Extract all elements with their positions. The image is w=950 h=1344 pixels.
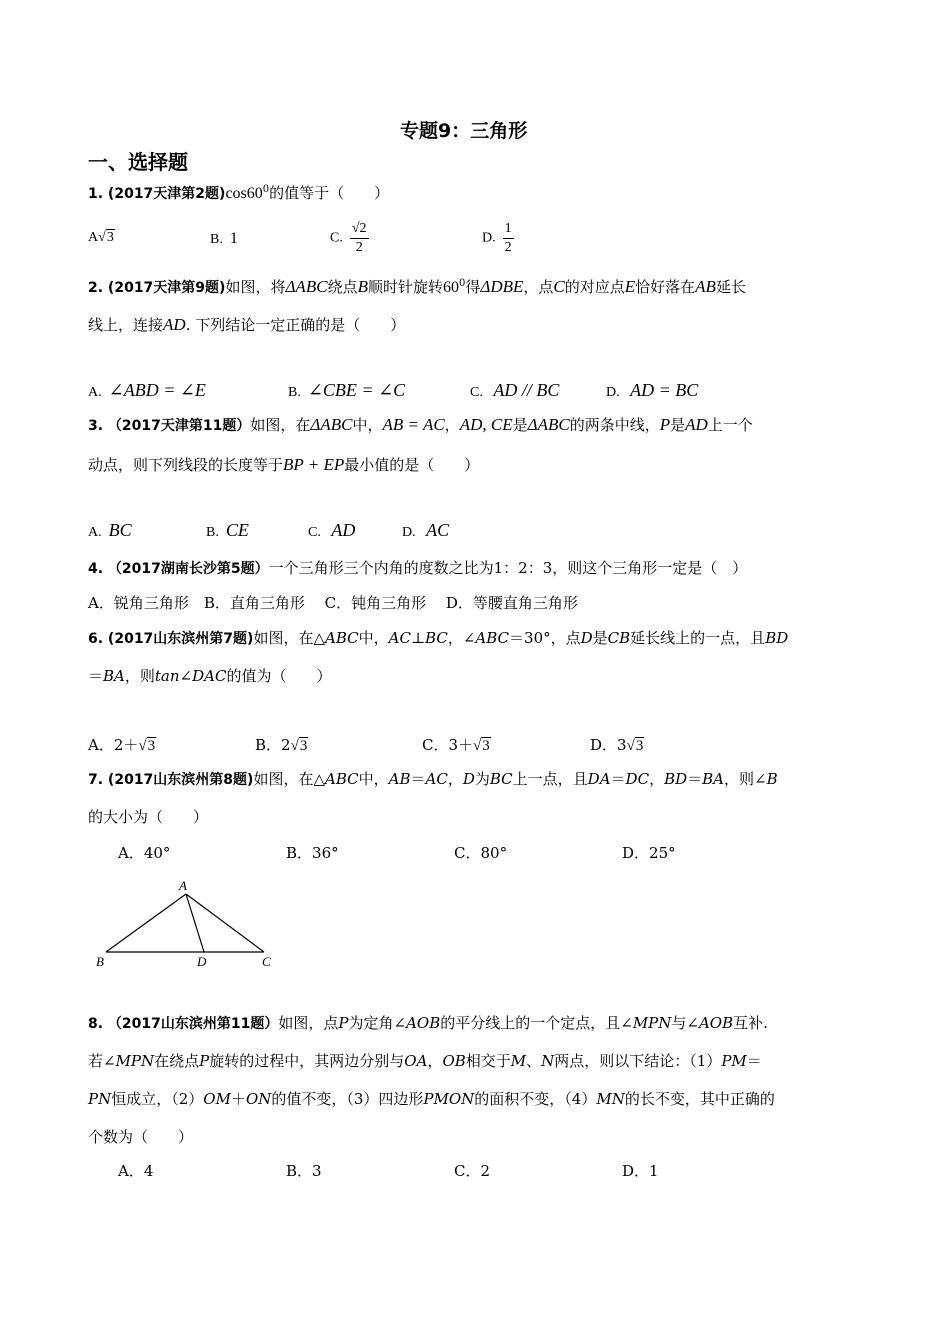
text: 如图，在△ bbox=[253, 629, 325, 647]
math: BC bbox=[489, 770, 513, 788]
math: ABC bbox=[475, 629, 510, 647]
question-6-option-d[interactable] bbox=[590, 734, 644, 755]
text: 一个三角形三个内角的度数之比为1：2：3，则这个三角形一定是（ ） bbox=[268, 559, 748, 577]
math: ΔDBE bbox=[480, 277, 524, 296]
math: D bbox=[580, 629, 593, 647]
question-3-tag: 3. （2017天津第11题） bbox=[88, 418, 251, 434]
question-2-tag: 2. (2017天津第9题) bbox=[88, 280, 226, 296]
question-7-line-2: 的大小为（ ） bbox=[88, 808, 209, 826]
math: N bbox=[541, 1052, 555, 1070]
option-label: A. bbox=[88, 525, 102, 540]
question-1-option-d[interactable] bbox=[482, 220, 514, 257]
text: ＝ bbox=[687, 770, 703, 788]
text: ⊥ bbox=[410, 629, 426, 647]
fraction-numerator: √2 bbox=[350, 220, 369, 239]
math: MN bbox=[596, 1090, 625, 1108]
math: AB = AC bbox=[382, 415, 445, 434]
option-value: ∠ABD = ∠E bbox=[108, 380, 206, 400]
text: ，点 bbox=[523, 278, 554, 296]
question-1-option-b[interactable] bbox=[210, 230, 238, 248]
text: 中， bbox=[352, 416, 383, 434]
math: M bbox=[510, 1052, 527, 1070]
text: 延长线上的一点，且 bbox=[630, 629, 766, 647]
math: BD bbox=[664, 770, 688, 788]
sqrt-symbol: √3 bbox=[473, 738, 490, 754]
math: ABC bbox=[324, 770, 359, 788]
math: ABC bbox=[324, 629, 359, 647]
question-8-line-1 bbox=[88, 1012, 768, 1033]
text: 上一点，且 bbox=[512, 770, 588, 788]
text: 恒成立，（2） bbox=[111, 1090, 204, 1108]
text: 是 bbox=[592, 629, 608, 647]
text: 中， bbox=[358, 629, 389, 647]
text: ＝ bbox=[410, 770, 426, 788]
text: 两点，则以下结论：（1） bbox=[554, 1052, 722, 1070]
question-8-option-a[interactable]: A．4 bbox=[118, 1162, 154, 1180]
text: 延长 bbox=[715, 278, 746, 296]
sqrt-symbol: √3 bbox=[138, 738, 156, 754]
option-label: C. bbox=[308, 525, 321, 540]
option-value: AD = BC bbox=[630, 380, 699, 400]
text: ∠ bbox=[179, 667, 193, 685]
text: ＝ bbox=[610, 770, 626, 788]
question-7-line-1 bbox=[88, 768, 778, 789]
radicand: 3 bbox=[482, 738, 490, 754]
text: 的长不变，其中正确的 bbox=[624, 1090, 775, 1108]
page-title: 专题9：三角形 bbox=[400, 120, 528, 142]
text: 互补. bbox=[733, 1014, 768, 1032]
question-7-option-d[interactable]: D．25° bbox=[622, 844, 676, 862]
vertex-label-c: C bbox=[262, 954, 271, 969]
math: P bbox=[199, 1052, 210, 1070]
question-8-option-b[interactable]: B．3 bbox=[286, 1162, 322, 1180]
text: 的面积不变，（4） bbox=[474, 1090, 597, 1108]
math: OM bbox=[203, 1090, 231, 1108]
math: BP + EP bbox=[283, 455, 345, 474]
text: ， bbox=[444, 416, 460, 434]
option-label: C．3＋ bbox=[422, 736, 474, 754]
math: ΔABC bbox=[527, 415, 570, 434]
question-6-tag: 6. (2017山东滨州第7题) bbox=[88, 631, 254, 647]
question-1-option-c[interactable] bbox=[330, 220, 369, 257]
radicand: 2 bbox=[359, 221, 367, 236]
text: 相交于 bbox=[465, 1052, 511, 1070]
math: B bbox=[766, 770, 778, 788]
math: P bbox=[338, 1014, 349, 1032]
text: 旋转的过程中，其两边分别与 bbox=[209, 1052, 405, 1070]
option-value: AD // BC bbox=[493, 380, 560, 400]
question-1 bbox=[88, 182, 389, 203]
math: tan bbox=[154, 667, 180, 685]
math: PN bbox=[88, 1090, 112, 1108]
text: ，则∠ bbox=[724, 770, 767, 788]
text: 最小值的是（ ） bbox=[344, 456, 480, 474]
math: BC bbox=[425, 629, 448, 647]
question-8-option-c[interactable]: C．2 bbox=[454, 1162, 491, 1180]
math: BA bbox=[103, 667, 125, 685]
text: 如图，将 bbox=[225, 278, 286, 296]
side-ab bbox=[106, 894, 186, 952]
text: 的值为（ ） bbox=[226, 667, 332, 685]
math: C bbox=[553, 277, 565, 296]
radicand: 3 bbox=[299, 738, 308, 754]
question-1-text: 的值等于（ ） bbox=[269, 184, 390, 202]
text: 的值不变，（3）四边形 bbox=[271, 1090, 424, 1108]
text: 动点，则下列线段的长度等于 bbox=[88, 456, 284, 474]
question-1-tag: 1. (2017天津第2题) bbox=[88, 186, 226, 202]
option-label: D. bbox=[482, 230, 496, 246]
question-8-option-d[interactable]: D．1 bbox=[622, 1162, 659, 1180]
option-label: B．2 bbox=[255, 736, 291, 754]
sqrt-symbol: √3 bbox=[98, 230, 114, 245]
math: AOB bbox=[406, 1014, 441, 1032]
math: ΔABC bbox=[310, 415, 353, 434]
option-label: C. bbox=[330, 230, 343, 246]
option-label: A．2＋ bbox=[88, 736, 139, 754]
math: CB bbox=[607, 629, 631, 647]
option-value: AD bbox=[331, 520, 356, 540]
question-6-option-c[interactable] bbox=[422, 734, 491, 755]
text: 、 bbox=[526, 1052, 542, 1070]
math: AOB bbox=[698, 1014, 734, 1032]
math: AD, CE bbox=[459, 415, 513, 434]
question-1-degree: 0 bbox=[262, 184, 270, 195]
question-3-option-b[interactable] bbox=[206, 520, 249, 541]
option-value: BC bbox=[108, 520, 132, 540]
text: 顺时针旋转 bbox=[367, 278, 443, 296]
math: ΔABC bbox=[285, 277, 328, 296]
text: ＋ bbox=[230, 1090, 246, 1108]
math: MPN bbox=[632, 1014, 672, 1032]
math: DC bbox=[625, 770, 650, 788]
question-2-option-c[interactable] bbox=[470, 380, 559, 401]
text: 为 bbox=[474, 770, 490, 788]
question-7-option-b[interactable]: B．36° bbox=[286, 844, 339, 862]
question-4-options[interactable]: A．锐角三角形 B．直角三角形 C．钝角三角形 D．等腰直角三角形 bbox=[88, 594, 578, 612]
option-label: B. bbox=[206, 525, 219, 540]
text: 在绕点 bbox=[154, 1052, 200, 1070]
option-a-radicand: 3 bbox=[106, 230, 114, 245]
segment-ad bbox=[186, 894, 204, 952]
fraction-numerator: 1 bbox=[503, 220, 514, 239]
math: OA bbox=[404, 1052, 428, 1070]
text: 的两条中线， bbox=[569, 416, 660, 434]
sqrt-symbol: √3 bbox=[290, 738, 308, 754]
degree: 0 bbox=[458, 278, 466, 289]
question-4-line-1 bbox=[88, 557, 747, 578]
radicand: 3 bbox=[147, 738, 156, 754]
text: 如图，点 bbox=[278, 1014, 339, 1032]
option-label: B. bbox=[288, 385, 301, 400]
fraction-denominator: 2 bbox=[355, 240, 363, 255]
math: AC bbox=[388, 629, 411, 647]
question-3-option-d[interactable] bbox=[402, 520, 449, 541]
question-2-option-d[interactable] bbox=[606, 380, 698, 401]
option-label: C. bbox=[470, 385, 483, 400]
fraction-denominator: 2 bbox=[504, 240, 512, 255]
text: 恰好落在 bbox=[635, 278, 696, 296]
math: AD bbox=[685, 415, 708, 434]
text: ， bbox=[649, 770, 665, 788]
option-label: D．3 bbox=[590, 736, 627, 754]
question-7-option-c[interactable]: C．80° bbox=[454, 844, 508, 862]
math: 60 bbox=[442, 279, 459, 296]
text: ＝30°，点 bbox=[509, 629, 581, 647]
question-2-line-2 bbox=[88, 314, 405, 335]
sqrt-symbol: √3 bbox=[626, 738, 644, 754]
text: 中， bbox=[358, 770, 389, 788]
text: 与∠ bbox=[671, 1014, 699, 1032]
option-value: CE bbox=[225, 520, 249, 540]
fraction bbox=[503, 220, 514, 257]
question-1-cos: cos60 bbox=[225, 185, 263, 202]
option-label: D. bbox=[402, 525, 416, 540]
radicand: 3 bbox=[635, 738, 644, 754]
text: . 下列结论一定正确的是（ ） bbox=[185, 316, 406, 334]
question-7-triangle-figure bbox=[90, 876, 290, 972]
math: P bbox=[659, 415, 671, 434]
text: ，∠ bbox=[447, 629, 476, 647]
question-7-tag: 7. (2017山东滨州第8题) bbox=[88, 772, 254, 788]
question-8-tag: 8. （2017山东滨州第11题） bbox=[88, 1016, 279, 1032]
math: DAC bbox=[192, 667, 227, 685]
text: 的平分线上的一个定点，且∠ bbox=[440, 1014, 633, 1032]
question-8-line-4: 个数为（ ） bbox=[88, 1128, 194, 1146]
question-7-option-a[interactable]: A．40° bbox=[118, 844, 171, 862]
text: 若∠ bbox=[88, 1052, 116, 1070]
question-8-line-2 bbox=[88, 1050, 762, 1071]
question-8-line-3 bbox=[88, 1088, 775, 1109]
text: ＝ bbox=[746, 1052, 762, 1070]
question-6-line-2 bbox=[88, 665, 331, 686]
question-6-line-1 bbox=[88, 627, 788, 648]
text: 如图，在 bbox=[250, 416, 311, 434]
vertex-label-b: B bbox=[96, 954, 104, 969]
text: 为定角∠ bbox=[348, 1014, 407, 1032]
option-label: A. bbox=[88, 385, 102, 400]
text: 如图，在△ bbox=[253, 770, 325, 788]
text: 线上，连接 bbox=[88, 316, 164, 334]
math: AB bbox=[388, 770, 411, 788]
math: B bbox=[357, 277, 368, 296]
math: BD bbox=[765, 629, 789, 647]
math: AB bbox=[695, 277, 716, 296]
option-label: B. bbox=[210, 232, 223, 247]
section-heading: 一、选择题 bbox=[88, 150, 188, 174]
math: BA bbox=[702, 770, 725, 788]
math: MPN bbox=[115, 1052, 155, 1070]
side-ac bbox=[186, 894, 264, 952]
math: AC bbox=[425, 770, 448, 788]
question-2-option-a[interactable] bbox=[88, 380, 206, 401]
question-3-line-2 bbox=[88, 454, 479, 475]
question-1-option-a[interactable] bbox=[88, 230, 115, 246]
text: ， bbox=[427, 1052, 443, 1070]
question-4-tag: 4. （2017湖南长沙第5题） bbox=[88, 561, 269, 577]
question-2-line-1 bbox=[88, 276, 746, 297]
option-value: AC bbox=[426, 520, 450, 540]
text: 得 bbox=[465, 278, 481, 296]
option-value: ∠CBE = ∠C bbox=[307, 380, 406, 400]
question-3-option-c[interactable] bbox=[308, 520, 355, 541]
text: 绕点 bbox=[327, 278, 358, 296]
option-label: D. bbox=[606, 385, 620, 400]
math: PM bbox=[721, 1052, 747, 1070]
question-3-line-1 bbox=[88, 414, 753, 435]
vertex-label-a: A bbox=[179, 878, 187, 893]
math: ON bbox=[245, 1090, 272, 1108]
text: 上一个 bbox=[707, 416, 753, 434]
question-2-option-b[interactable] bbox=[288, 380, 405, 401]
math: PMON bbox=[423, 1090, 475, 1108]
math: DA bbox=[587, 770, 611, 788]
math: D bbox=[462, 770, 475, 788]
text: 是 bbox=[512, 416, 528, 434]
text: 是 bbox=[670, 416, 686, 434]
text: ， bbox=[447, 770, 463, 788]
fraction bbox=[350, 220, 369, 257]
math: AD bbox=[163, 315, 186, 334]
text: ＝ bbox=[88, 667, 104, 685]
question-6-option-a[interactable] bbox=[88, 734, 156, 755]
math: OB bbox=[442, 1052, 466, 1070]
question-3-option-a[interactable] bbox=[88, 520, 132, 541]
option-b-value: 1 bbox=[229, 230, 238, 247]
option-label: A bbox=[88, 230, 99, 245]
text: ，则 bbox=[124, 667, 155, 685]
text: 的对应点 bbox=[564, 278, 625, 296]
vertex-label-d: D bbox=[197, 954, 207, 969]
question-6-option-b[interactable] bbox=[255, 734, 308, 755]
math: E bbox=[624, 277, 636, 296]
